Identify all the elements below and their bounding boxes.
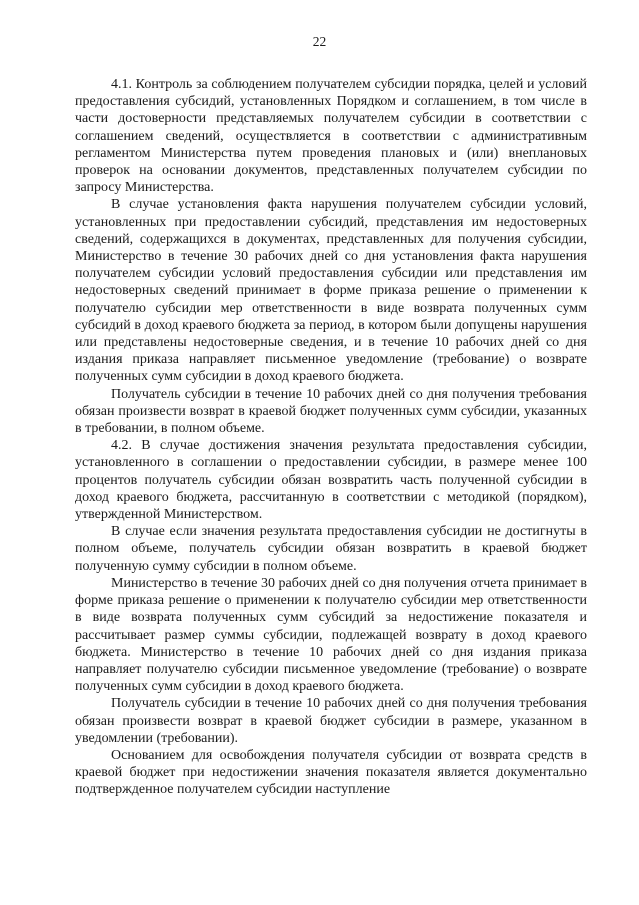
document-body	[75, 76, 587, 799]
paragraph-exemption: Основанием для освобождения получателя субсидии от возврата средств в краевой бюджет при недостижении значения показателя является документально подтвержденное получателем субсидии наступление	[75, 747, 587, 798]
paragraph-refund-deadline: Получатель субсидии в течение 10 рабочих дней со дня получения требования обязан произвести возврат в краевой бюджет полученных сумм субсидии, указанных в требовании, в полном объеме.	[75, 386, 587, 437]
paragraph-ministry-decision: Министерство в течение 30 рабочих дней со дня получения отчета принимает в форме приказа решение о применении к получателю субсидии мер ответственности в виде возврата полученных сумм субсидий за недостижение показателя и рассчитывает размер суммы субсидии, подлежащей возврату в доход краевого бюджета. Министерство в течение 10 рабочих дней со дня издания приказа направляет получателю субсидии письменное уведомление (требование) о возврате полученных сумм субсидии в доход краевого бюджета.	[75, 575, 587, 695]
paragraph-4-1: 4.1. Контроль за соблюдением получателем субсидии порядка, целей и условий предоставления субсидий, установленных Порядком и соглашением, в том числе в части достоверности представляемых получателем субсидии в соответствии с соглашением сведений, осуществляется в соответствии с административным регламентом Министерства путем проведения плановых и (или) внеплановых проверок на основании документов, представленных получателем субсидии по запросу Министерства.	[75, 77, 587, 196]
paragraph-not-achieved: В случае если значения результата предоставления субсидии не достигнуты в полном объеме, получатель субсидии обязан возвратить в краевой бюджет полученную сумму субсидии в полном объеме.	[75, 524, 587, 574]
paragraph-refund-amount: Получатель субсидии в течение 10 рабочих дней со дня получения требования обязан произвести возврат в краевой бюджет субсидии в размере, указанном в уведомлении (требовании).	[75, 696, 587, 746]
page-number: 22	[312, 34, 327, 49]
paragraph-violation: В случае установления факта нарушения получателем субсидии условий, установленных при предоставлении субсидий, представления им недостоверных сведений, содержащихся в документах, представленных для получения субсидии, Министерство в течение 30 рабочих дней со дня установления факта нарушения получателем субсидии условий предоставления субсидии или представления им недостоверных сведений принимает в форме приказа решение о применении к получателю субсидии мер ответственности в виде возврата полученных сумм субсидий в доход краевого бюджета за период, в котором были допущены нарушения или представлены недостоверные сведения, и в течение 10 рабочих дней со дня издания приказа направляет письменное уведомление (требование) о возврате полученных сумм субсидии в доход краевого бюджета.	[75, 197, 587, 385]
paragraph-4-2: 4.2. В случае достижения значения результата предоставления субсидии, установленного в соглашении о предоставлении субсидии, в размере менее 100 процентов получатель субсидии обязан возвратить часть полученной субсидии в доход краевого бюджета, рассчитанную в соответствии с методикой (порядком), утвержденной Министерством.	[75, 438, 587, 523]
